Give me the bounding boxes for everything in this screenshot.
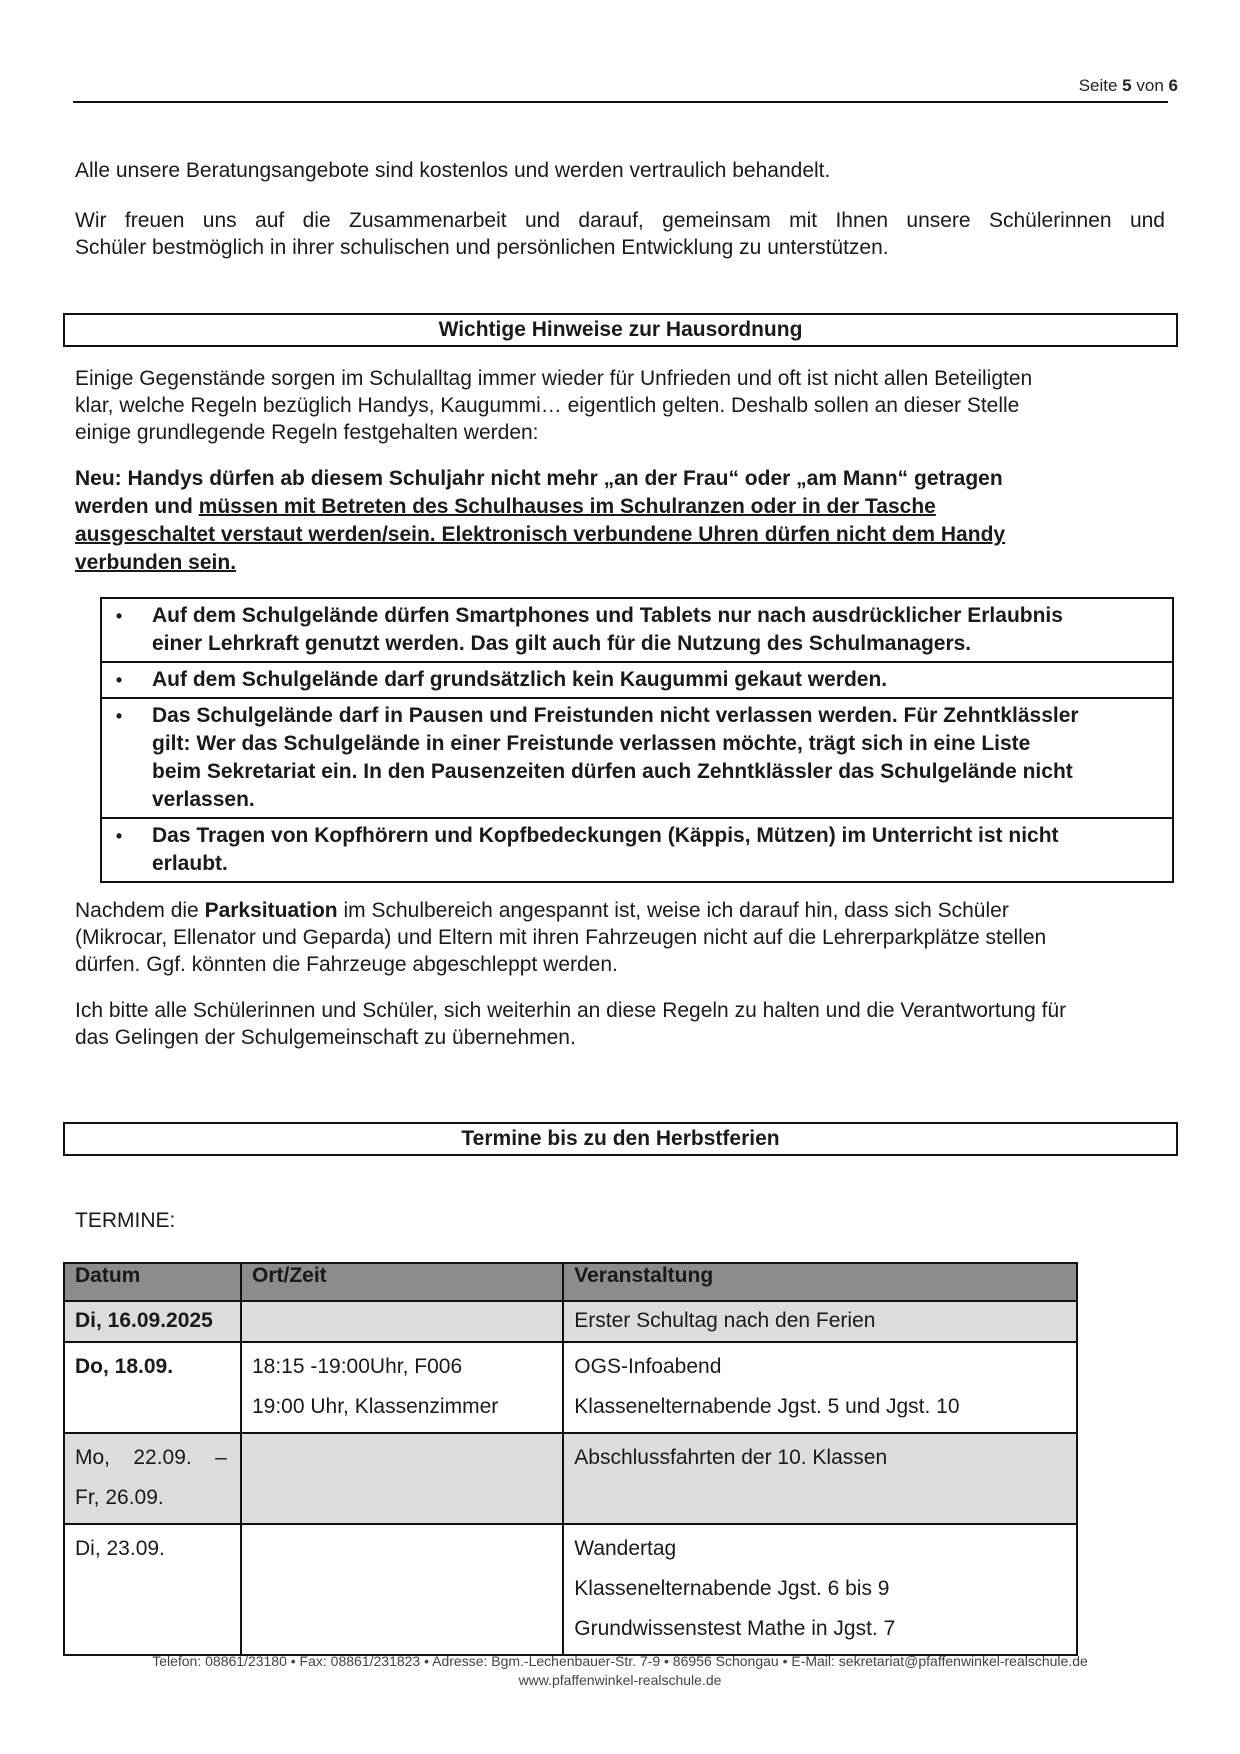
bullet-icon: • <box>101 818 136 882</box>
rule-row: • Das Schulgelände darf in Pausen und Freistunden nicht verlassen werden. Für Zehntklässler gilt: Wer das Schulgelände in einer Freistunde verlassen möchte, trägt sich in eine Liste beim Sekretariat ein. In den Pausenzeiten dürfen auch Zehntklässler das Schulgelände nicht verlassen. <box>101 698 1173 818</box>
closing-paragraph: Ich bitte alle Schülerinnen und Schüler, sich weiterhin an diese Regeln zu halten und die Verantwortung für das Gelingen der Schulgemeinschaft zu übernehmen. <box>75 999 1067 1049</box>
footer-website: www.pfaffenwinkel-realschule.de <box>518 1672 722 1688</box>
rule-row: • Auf dem Schulgelände dürfen Smartphones und Tablets nur nach ausdrücklicher Erlaubnis einer Lehrkraft genutzt werden. Das gilt auch für die Nutzung des Schulmanagers. <box>101 598 1173 662</box>
page-number: Seite 5 von 6 <box>1078 76 1178 95</box>
bullet-icon: • <box>101 698 136 818</box>
column-header-veranstaltung: Veranstaltung <box>563 1263 1077 1301</box>
table-row: Di, 23.09. Wandertag Klassenelternabende Jgst. 6 bis 9 Grundwissenstest Mathe in Jgst. 7 <box>64 1524 1077 1655</box>
table-row: Di, 16.09.2025 Erster Schultag nach den Ferien <box>64 1301 1077 1342</box>
table-row: Do, 18.09. 18:15 -19:00Uhr, F006 19:00 Uhr, Klassenzimmer OGS-Infoabend Klassenelternabende Jgst. 5 und Jgst. 10 <box>64 1342 1077 1433</box>
hausordnung-intro: Einige Gegenstände sorgen im Schulalltag immer wieder für Unfrieden und oft ist nicht allen Beteiligten klar, welche Regeln bezüglich Handys, Kaugummi… eigentlich gelten. Deshalb sollen an dieser Stelle einige grundlegende Regeln festgehalten werden: <box>75 367 1033 444</box>
table-row: Mo, 22.09. – Fr, 26.09. Abschlussfahrten der 10. Klassen <box>64 1433 1077 1524</box>
rule-row: • Auf dem Schulgelände darf grundsätzlich kein Kaugummi gekaut werden. <box>101 662 1173 698</box>
table-header-row <box>64 1263 1077 1301</box>
termine-label: TERMINE: <box>75 1209 176 1232</box>
intro-paragraph-2: Wir freuen uns auf die Zusammenarbeit und darauf, gemeinsam mit Ihnen unsere Schülerinnen und Schüler bestmöglich in ihrer schulischen und persönlichen Entwicklung zu unterstützen. <box>75 209 1165 259</box>
rules-table <box>100 597 1174 883</box>
header-divider <box>73 101 1168 103</box>
new-phone-rule: Neu: Handys dürfen ab diesem Schuljahr nicht mehr „an der Frau“ oder „am Mann“ getragen werden und müssen mit Betreten des Schulhauses im Schulranzen oder in der Tasche ausgeschaltet verstaut werden/sein. Elektronisch verbundene Uhren dürfen nicht dem Handy verbunden sein. <box>75 467 1006 574</box>
section-title-termine: Termine bis zu den Herbstferien <box>63 1122 1178 1156</box>
intro-paragraph-1: Alle unsere Beratungsangebote sind kostenlos und werden vertraulich behandelt. <box>75 159 831 182</box>
column-header-datum: Datum <box>64 1263 241 1301</box>
bullet-icon: • <box>101 662 136 698</box>
footer-contact: Telefon: 08861/23180 • Fax: 08861/231823 • Adresse: Bgm.-Lechenbauer-Str. 7-9 • 86956 Schongau • E-Mail: sekretariat@pfaffenwinkel-realschule.de <box>152 1653 1088 1669</box>
dates-table <box>63 1262 1078 1656</box>
column-header-ort: Ort/Zeit <box>241 1263 563 1301</box>
bullet-icon: • <box>101 598 136 662</box>
rule-row: • Das Tragen von Kopfhörern und Kopfbedeckungen (Käppis, Mützen) im Unterricht ist nicht erlaubt. <box>101 818 1173 882</box>
section-title-hausordnung: Wichtige Hinweise zur Hausordnung <box>63 313 1178 347</box>
parking-paragraph: Nachdem die Parksituation im Schulbereich angespannt ist, weise ich darauf hin, dass sich Schüler (Mikrocar, Ellenator und Geparda) und Eltern mit ihren Fahrzeugen nicht auf die Lehrerparkplätze stellen dürfen. Ggf. könnten die Fahrzeuge abgeschleppt werden. <box>75 899 1047 976</box>
